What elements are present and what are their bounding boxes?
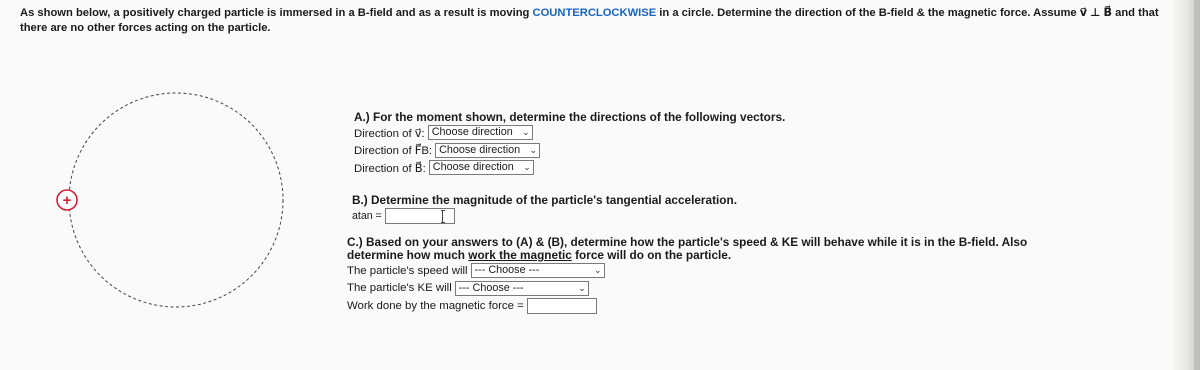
particle-charge-symbol: + (62, 192, 72, 209)
circular-path-diagram (0, 0, 300, 370)
chevron-down-icon: ⌄ (578, 282, 586, 293)
page-edge-shadow (1170, 0, 1200, 370)
ke-behavior-select[interactable]: --- Choose --- ⌄ (455, 281, 589, 296)
question-text: As shown below, a positively charged particle is immersed in a B-field and as a result is moving COUNTERCLOCKWISE in a circle. Determine the direction of the B-field & the magnetic force. Assume v⃗ ⊥ B⃗ and that there are no other forces acting on the particle. (20, 7, 1159, 34)
magnetic-work-input[interactable] (527, 298, 597, 314)
text-cursor-icon (441, 210, 445, 223)
field-direction-row: Direction of B⃗: Choose direction ⌄ (354, 159, 785, 177)
chevron-down-icon: ⌄ (522, 127, 530, 138)
perpendicular-math: v⃗ ⊥ B⃗ (1079, 7, 1113, 19)
chevron-down-icon: ⌄ (529, 144, 538, 155)
ke-row: The particle's KE will --- Choose --- ⌄ (347, 280, 1027, 298)
part-b-section (352, 193, 737, 225)
circular-path (69, 93, 283, 307)
chevron-down-icon: ⌄ (523, 162, 531, 173)
part-a-section (354, 110, 785, 177)
velocity-direction-select[interactable]: Choose direction ⌄ (428, 125, 533, 140)
tangential-acceleration-row: atan = (352, 207, 737, 225)
field-direction-select[interactable]: Choose direction ⌄ (429, 160, 534, 175)
work-row: Work done by the magnetic force = (347, 297, 1027, 315)
force-direction-select[interactable]: Choose direction ⌄ (435, 143, 540, 158)
force-direction-row: Direction of F⃗B: Choose direction ⌄ (354, 142, 785, 160)
chevron-down-icon: ⌄ (594, 265, 602, 276)
part-a-heading: A.) For the moment shown, determine the directions of the following vectors. (354, 110, 786, 124)
tangential-acceleration-input[interactable] (385, 208, 455, 224)
velocity-direction-row: Direction of v⃗: Choose direction ⌄ (354, 124, 785, 142)
part-b-heading: B.) Determine the magnitude of the particle's tangential acceleration. (352, 193, 737, 207)
speed-behavior-select[interactable]: --- Choose --- ⌄ (471, 263, 605, 278)
speed-row: The particle's speed will --- Choose --- ⌄ (347, 262, 1027, 280)
part-c-section (347, 235, 1027, 315)
part-c-heading-line1: C.) Based on your answers to (A) & (B), determine how the particle's speed & KE will behave while it is in the B-field. Also (347, 235, 1028, 249)
direction-highlight: COUNTERCLOCKWISE (532, 7, 657, 19)
part-c-heading-line2: determine how much work the magnetic force will do on the particle. (347, 248, 732, 262)
